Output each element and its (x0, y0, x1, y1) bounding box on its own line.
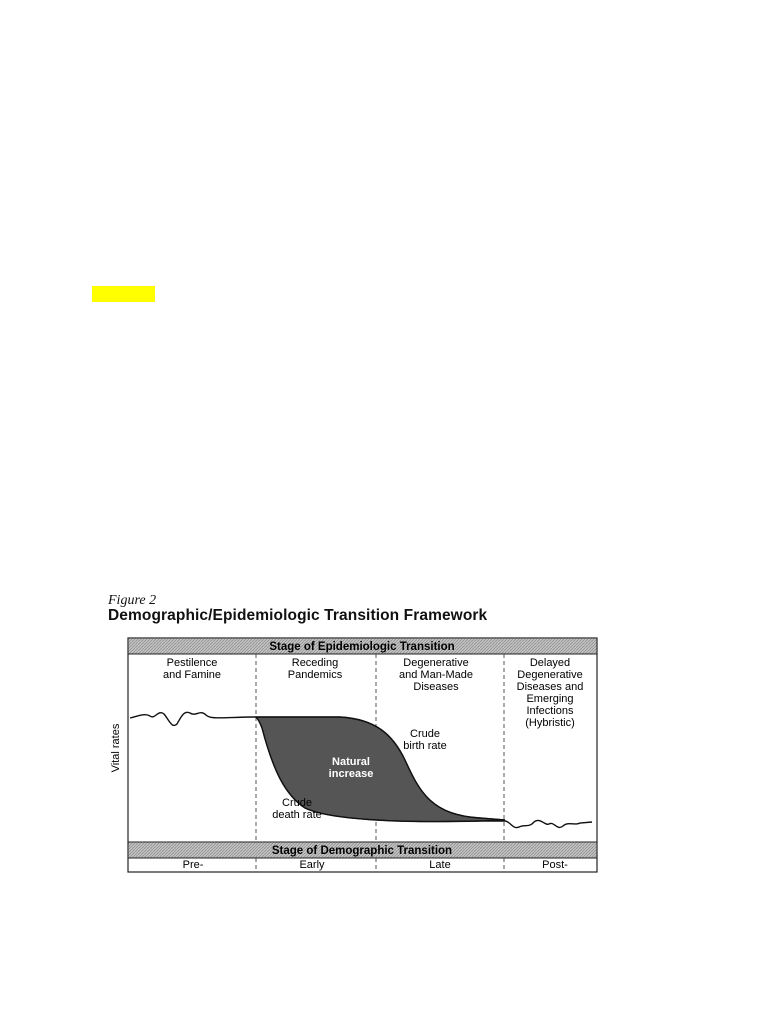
stage-delayed-line-1: Delayed (529, 657, 571, 669)
figure-title: Demographic/Epidemiologic Transition Framework (108, 607, 488, 624)
stage-degenerative-line-3: Diseases (413, 681, 459, 693)
stage-receding-line-1: Receding (291, 657, 339, 669)
birth-rate-label-line-2: birth rate (403, 740, 447, 752)
stage-delayed-line-3: Diseases and (516, 681, 584, 693)
stage-pestilence-line-1: Pestilence (166, 657, 218, 669)
stage-receding-line-2: Pandemics (287, 669, 343, 681)
stage-degenerative (399, 657, 473, 693)
stage-delayed (517, 657, 584, 729)
death-rate-label-line-1: Crude (282, 797, 312, 809)
stage-pestilence (163, 657, 221, 681)
stage-receding (288, 657, 343, 681)
stage-delayed-line-4: Emerging (526, 693, 574, 705)
demographic-stage-late: Late (429, 859, 451, 871)
natural-increase-label-line-2: increase (328, 768, 374, 780)
demographic-stage-early: Early (299, 859, 325, 871)
stage-delayed-line-2: Degenerative (517, 669, 583, 681)
natural-increase-label-line-1: Natural (332, 756, 370, 768)
epidemiologic-header: Stage of Epidemiologic Transition (269, 641, 455, 653)
demographic-stage-post: Post- (542, 859, 568, 871)
stage-pestilence-line-2: and Famine (162, 669, 222, 681)
stage-delayed-line-5: Infections (526, 705, 574, 717)
demographic-header: Stage of Demographic Transition (271, 845, 453, 857)
post-transition-line (505, 820, 592, 827)
stage-delayed-line-6: (Hybristic) (525, 717, 575, 729)
stage-degenerative-line-2: and Man-Made (399, 669, 473, 681)
demographic-stage-pre: Pre- (182, 859, 204, 871)
stage-degenerative-line-1: Degenerative (403, 657, 469, 669)
y-axis-label: Vital rates (110, 723, 122, 773)
birth-rate-label-line-1: Crude (410, 728, 440, 740)
death-rate-label-line-2: death rate (272, 809, 322, 821)
figure-label: Figure 2 (108, 593, 157, 608)
